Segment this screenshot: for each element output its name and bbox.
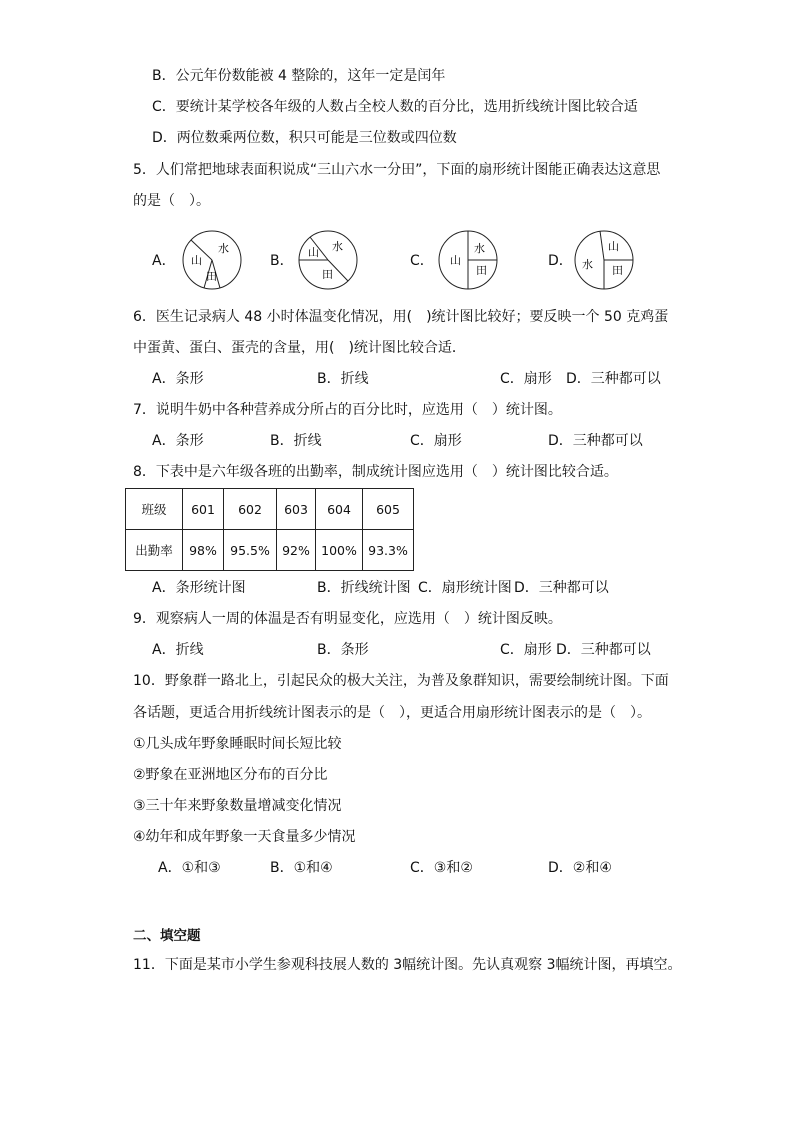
q9-option-b: B．条形 [317, 642, 369, 658]
q5-b-tian: 田 [322, 268, 333, 281]
q5-a-tian: 田 [206, 270, 217, 283]
q5-stem-line1: 5．人们常把地球表面积说成“三山六水一分田”，下面的扇形统计图能正确表达这意思 [133, 162, 661, 178]
q5-option-a-pie [180, 228, 244, 292]
q8-option-d: D．三种都可以 [514, 580, 609, 596]
q5-option-d-pie [572, 228, 636, 292]
table-cell: 100% [316, 530, 363, 571]
q8-option-a: A．条形统计图 [152, 580, 246, 596]
q10-option-c: C．③和② [410, 860, 473, 876]
q11-stem: 11．下面是某市小学生参观科技展人数的 3幅统计图。先认真观察 3幅统计图，再填空。 [133, 957, 682, 973]
table-cell: 605 [363, 489, 414, 530]
q10-option-d: D．②和④ [548, 860, 612, 876]
q5-option-d-label: D． [548, 253, 573, 269]
q7-option-d: D．三种都可以 [548, 433, 643, 449]
q10-stem-line1: 10．野象群一路北上，引起民众的极大关注，为普及象群知识，需要绘制统计图。下面 [133, 673, 669, 689]
q6-stem-line2: 中蛋黄、蛋白、蛋壳的含量，用( )统计图比较合适． [133, 340, 466, 356]
q7-option-b: B．折线 [270, 433, 322, 449]
q5-a-shan: 山 [191, 254, 202, 267]
q9-stem: 9．观察病人一周的体温是否有明显变化，应选用（ ）统计图反映。 [133, 611, 562, 627]
table-cell: 93.3% [363, 530, 414, 571]
q6-option-a: A．条形 [152, 371, 204, 387]
q6-stem-line1: 6．医生记录病人 48 小时体温变化情况，用( )统计图比较好；要反映一个 50 克鸡蛋 [133, 309, 669, 325]
q10-item-1: ①几头成年野象睡眠时间长短比较 [133, 736, 342, 752]
q10-item-4: ④幼年和成年野象一天食量多少情况 [133, 829, 356, 845]
q10-item-3: ③三十年来野象数量增减变化情况 [133, 798, 342, 814]
q5-d-shui: 水 [582, 258, 593, 271]
q6-option-d: D．三种都可以 [566, 371, 661, 387]
q7-option-c: C．扇形 [410, 433, 462, 449]
q5-b-shan: 山 [308, 246, 319, 259]
q5-option-c-pie [436, 228, 500, 292]
table-header-label: 班级 [126, 489, 183, 530]
q9-option-c: C．扇形 [500, 642, 552, 658]
table-row [126, 530, 414, 571]
table-cell: 601 [183, 489, 224, 530]
table-row-label: 出勤率 [126, 530, 183, 571]
q9-option-d: D．三种都可以 [556, 642, 651, 658]
q10-item-2: ②野象在亚洲地区分布的百分比 [133, 767, 328, 783]
q6-option-c: C．扇形 [500, 371, 552, 387]
q10-stem-line2: 各话题，更适合用折线统计图表示的是（ ），更适合用扇形统计图表示的是（ ）。 [133, 705, 651, 721]
q9-option-a: A．折线 [152, 642, 204, 658]
q8-option-c: C．扇形统计图 [418, 580, 512, 596]
q5-c-tian: 田 [476, 264, 487, 277]
q5-a-shui: 水 [218, 242, 229, 255]
q10-option-a: A．①和③ [158, 860, 221, 876]
q5-b-shui: 水 [332, 240, 343, 253]
table-cell: 603 [277, 489, 316, 530]
q4-option-d: D．两位数乘两位数，积只可能是三位数或四位数 [152, 130, 457, 146]
q4-option-c: C．要统计某学校各年级的人数占全校人数的百分比，选用折线统计图比较合适 [152, 99, 638, 115]
q5-c-shan: 山 [450, 254, 461, 267]
section-title: 二、填空题 [133, 928, 201, 944]
table-cell: 604 [316, 489, 363, 530]
q5-d-shan: 山 [608, 240, 619, 253]
q8-option-b: B．折线统计图 [317, 580, 411, 596]
q5-option-a-label: A． [152, 253, 176, 269]
q4-option-b: B．公元年份数能被 4 整除的，这年一定是闰年 [152, 68, 446, 84]
q7-option-a: A．条形 [152, 433, 204, 449]
q5-option-c-label: C． [410, 253, 434, 269]
q5-option-b-pie [296, 228, 360, 292]
table-cell: 602 [224, 489, 277, 530]
q8-stem: 8．下表中是六年级各班的出勤率，制成统计图应选用（ ）统计图比较合适。 [133, 464, 618, 480]
table-cell: 92% [277, 530, 316, 571]
q7-stem: 7．说明牛奶中各种营养成分所占的百分比时，应选用（ ）统计图。 [133, 402, 562, 418]
attendance-table [125, 488, 414, 571]
q5-d-tian: 田 [612, 264, 623, 277]
q5-c-shui: 水 [474, 242, 485, 255]
q6-option-b: B．折线 [317, 371, 369, 387]
table-row [126, 489, 414, 530]
table-cell: 95.5% [224, 530, 277, 571]
table-cell: 98% [183, 530, 224, 571]
q5-stem-line2: 的是（ ）。 [133, 193, 210, 209]
q10-option-b: B．①和④ [270, 860, 333, 876]
q5-option-b-label: B． [270, 253, 294, 269]
